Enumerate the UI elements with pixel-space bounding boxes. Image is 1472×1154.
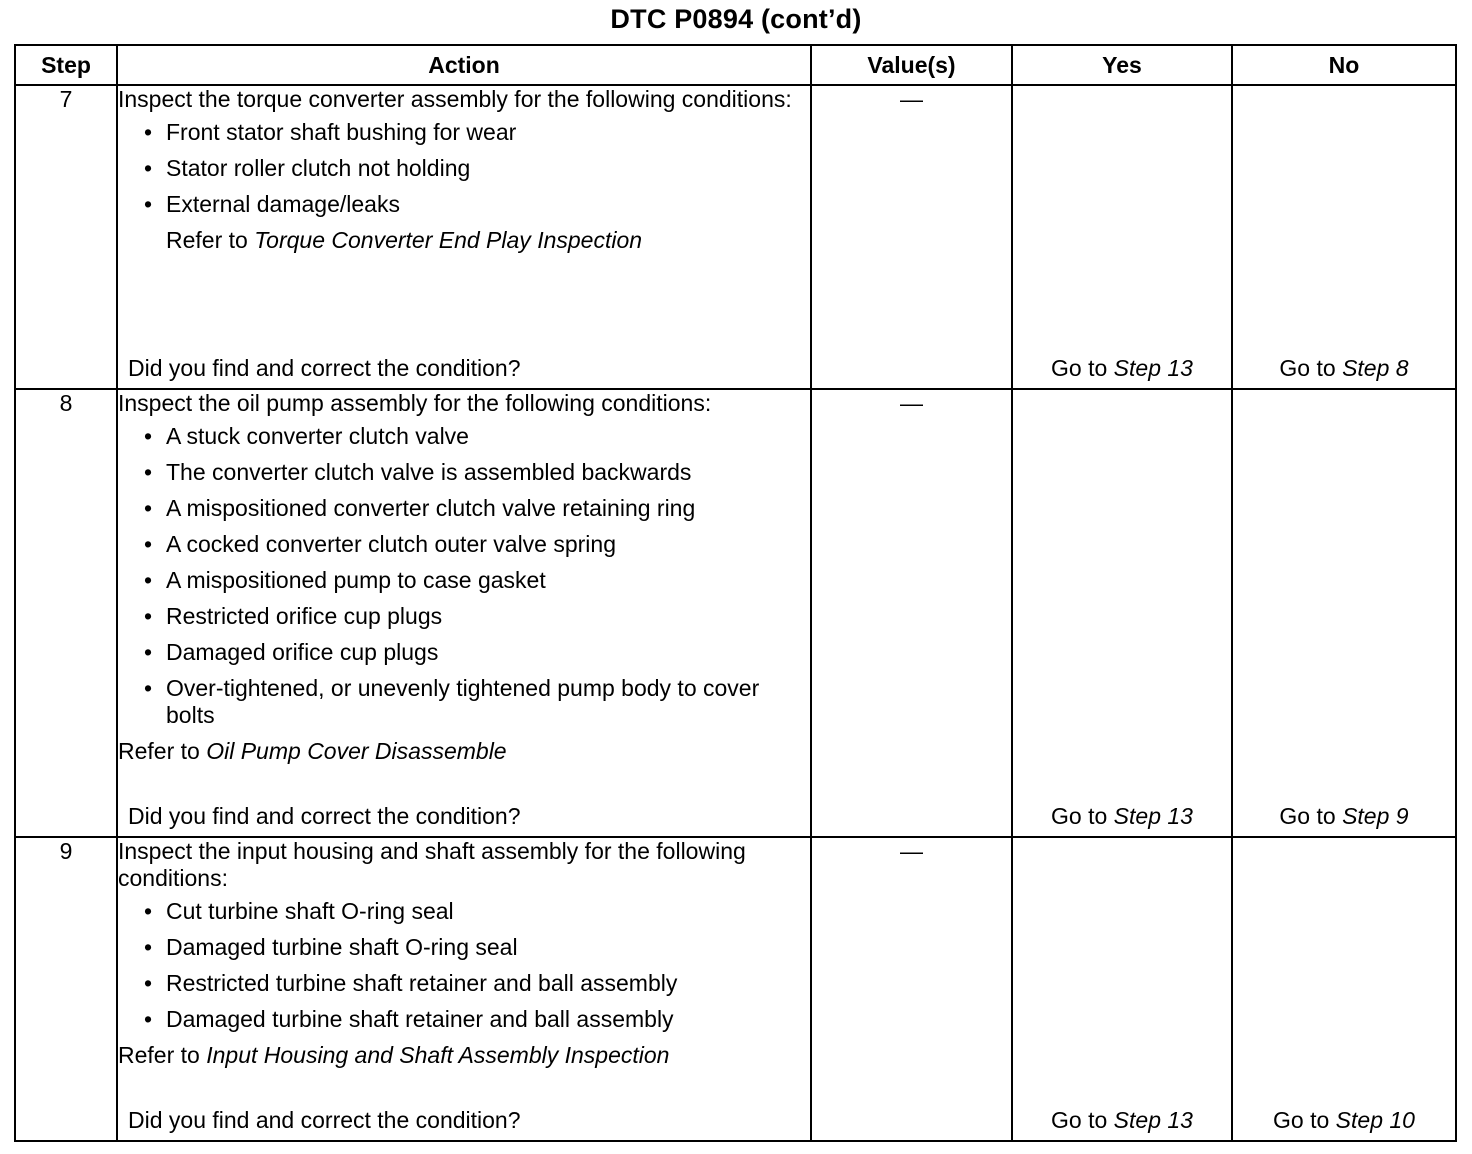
yes-prefix: Go to [1051, 1107, 1114, 1133]
no-cell [1232, 389, 1456, 837]
no-step-link[interactable]: Step 9 [1342, 803, 1409, 829]
header-no: No [1232, 45, 1456, 85]
no-prefix: Go to [1279, 803, 1343, 829]
condition-text: Stator roller clutch not holding [166, 155, 471, 181]
no-goto [1233, 355, 1455, 382]
condition-text: Over-tightened, or unevenly tightened pump body to cover bolts [166, 675, 760, 728]
bullet-icon: • [144, 155, 153, 181]
bullet-icon: • [144, 191, 153, 217]
header-value: Value(s) [811, 45, 1012, 85]
condition-text: Restricted orifice cup plugs [166, 603, 443, 629]
refer-line [118, 1042, 810, 1069]
header-step: Step [15, 45, 117, 85]
action-question: Did you find and correct the condition? [128, 1107, 521, 1133]
yes-cell [1012, 85, 1232, 389]
no-cell [1232, 85, 1456, 389]
list-item [144, 531, 810, 558]
list-item [144, 191, 810, 218]
list-item [144, 603, 810, 630]
condition-text: External damage/leaks [166, 191, 400, 217]
bullet-icon: • [144, 603, 153, 629]
condition-text: A cocked converter clutch outer valve spring [166, 531, 617, 557]
refer-prefix: Refer to [166, 227, 255, 253]
no-goto [1233, 1107, 1455, 1134]
no-step-link[interactable]: Step 10 [1335, 1107, 1415, 1133]
yes-goto [1013, 1107, 1231, 1134]
refer-line [118, 738, 810, 765]
action-question: Did you find and correct the condition? [128, 803, 521, 829]
condition-text: A stuck converter clutch valve [166, 423, 469, 449]
bullet-icon: • [144, 675, 153, 701]
list-item [144, 934, 810, 961]
refer-prefix: Refer to [118, 1042, 207, 1068]
refer-link[interactable]: Oil Pump Cover Disassemble [206, 738, 507, 764]
bullet-icon: • [144, 1006, 153, 1032]
list-item [144, 898, 810, 925]
bullet-icon: • [144, 934, 153, 960]
list-item [144, 495, 810, 522]
list-item [144, 155, 810, 182]
action-intro: Inspect the oil pump assembly for the following conditions: [118, 390, 712, 416]
no-goto [1233, 803, 1455, 830]
table-row [15, 85, 1456, 389]
value-cell: — [811, 85, 1012, 389]
yes-goto [1013, 803, 1231, 830]
condition-text: Front stator shaft bushing for wear [166, 119, 517, 145]
yes-step-link[interactable]: Step 13 [1113, 803, 1193, 829]
list-item [144, 459, 810, 486]
yes-cell [1012, 837, 1232, 1141]
condition-text: Damaged orifice cup plugs [166, 639, 439, 665]
condition-text: A mispositioned pump to case gasket [166, 567, 546, 593]
table-header-row [15, 45, 1456, 85]
bullet-icon: • [144, 970, 153, 996]
condition-text: A mispositioned converter clutch valve retaining ring [166, 495, 696, 521]
list-item [144, 970, 810, 997]
value-cell: — [811, 837, 1012, 1141]
refer-link[interactable]: Torque Converter End Play Inspection [254, 227, 643, 253]
action-question: Did you find and correct the condition? [128, 355, 521, 381]
action-cell [117, 85, 811, 389]
table-row [15, 389, 1456, 837]
action-intro: Inspect the torque converter assembly for the following conditions: [118, 86, 792, 112]
list-item [144, 119, 810, 146]
refer-line [118, 227, 810, 254]
step-number: 9 [15, 837, 117, 1141]
yes-cell [1012, 389, 1232, 837]
table-row [15, 837, 1456, 1141]
list-item [144, 675, 810, 729]
bullet-icon: • [144, 639, 153, 665]
bullet-icon: • [144, 898, 153, 924]
step-number: 8 [15, 389, 117, 837]
action-cell [117, 837, 811, 1141]
yes-prefix: Go to [1051, 803, 1114, 829]
action-intro: Inspect the input housing and shaft assembly for the following conditions: [118, 838, 746, 891]
condition-text: The converter clutch valve is assembled backwards [166, 459, 692, 485]
bullet-icon: • [144, 531, 153, 557]
value-cell: — [811, 389, 1012, 837]
refer-prefix: Refer to [118, 738, 207, 764]
no-step-link[interactable]: Step 8 [1342, 355, 1409, 381]
condition-text: Damaged turbine shaft O-ring seal [166, 934, 518, 960]
list-item [144, 1006, 810, 1033]
condition-text: Damaged turbine shaft retainer and ball assembly [166, 1006, 674, 1032]
list-item [144, 567, 810, 594]
list-item [144, 639, 810, 666]
condition-list [118, 423, 810, 729]
yes-step-link[interactable]: Step 13 [1113, 355, 1193, 381]
condition-text: Cut turbine shaft O-ring seal [166, 898, 454, 924]
bullet-icon: • [144, 459, 153, 485]
condition-text: Restricted turbine shaft retainer and ball assembly [166, 970, 678, 996]
yes-step-link[interactable]: Step 13 [1113, 1107, 1193, 1133]
no-prefix: Go to [1279, 355, 1343, 381]
diagnostic-table [14, 44, 1457, 1142]
bullet-icon: • [144, 119, 153, 145]
step-number: 7 [15, 85, 117, 389]
list-item [144, 423, 810, 450]
header-yes: Yes [1012, 45, 1232, 85]
header-action: Action [117, 45, 811, 85]
bullet-icon: • [144, 423, 153, 449]
condition-list [118, 119, 810, 218]
no-cell [1232, 837, 1456, 1141]
action-cell [117, 389, 811, 837]
condition-list [118, 898, 810, 1033]
refer-link[interactable]: Input Housing and Shaft Assembly Inspection [206, 1042, 670, 1068]
no-prefix: Go to [1273, 1107, 1336, 1133]
yes-prefix: Go to [1051, 355, 1114, 381]
bullet-icon: • [144, 495, 153, 521]
page-title: DTC P0894 (cont’d) [610, 4, 862, 34]
yes-goto [1013, 355, 1231, 382]
bullet-icon: • [144, 567, 153, 593]
